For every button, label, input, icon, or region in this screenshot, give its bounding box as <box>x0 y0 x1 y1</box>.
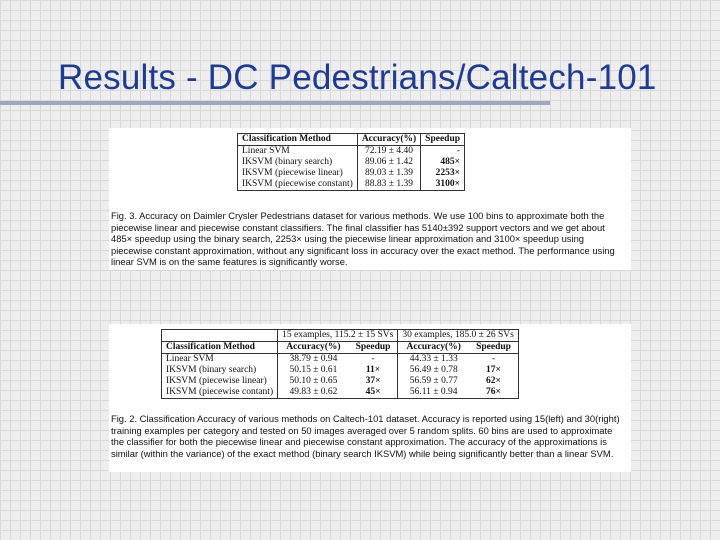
header-method: Classification Method <box>166 342 255 352</box>
header-speedup-15: Speedup <box>355 342 391 352</box>
group-header-30: 30 examples, 185.0 ± 26 SVs <box>398 330 519 342</box>
cell-speedup-30: 62× <box>486 376 501 386</box>
cell-accuracy-30: 44.33 ± 1.33 <box>398 354 469 366</box>
cell-speedup-15: 37× <box>365 376 381 386</box>
header-speedup: Speedup <box>421 134 465 146</box>
cell-speedup-30: - <box>491 354 496 364</box>
cell-accuracy-15: 38.79 ± 0.94 <box>278 354 349 366</box>
cell-method: IKSVM (piecewise linear) <box>242 168 343 178</box>
cell-accuracy-15: 50.10 ± 0.65 <box>278 376 349 387</box>
table-row <box>238 168 465 179</box>
cell-speedup: - <box>421 146 465 158</box>
cell-method: IKSVM (binary search) <box>166 365 257 375</box>
cell-speedup: 2253× <box>421 168 465 179</box>
cell-speedup-15: - <box>371 354 375 364</box>
cell-speedup-15: 11× <box>365 365 381 375</box>
header-empty <box>162 330 278 342</box>
cell-speedup-30: 76× <box>486 387 501 397</box>
figure-caption-caltech: Fig. 2. Classification Accuracy of various methods on Caltech-101 dataset. Accuracy is reported using 15(left) and 30(right) training examples per category and tested on 50 images averaged over 5 random splits. 60 bins are used to approximate the classifier for both the piecewise linear and piecewise constant approximation. The accuracy of the approximations is similar (within the variance) of the exact method (binary search IKSVM) while being significantly better than a linear SVM. <box>111 413 620 459</box>
slide-title: Results - DC Pedestrians/Caltech-101 <box>58 58 657 97</box>
caltech-results-table <box>161 329 519 399</box>
figure-caltech <box>109 324 631 472</box>
table-header-row <box>162 342 519 354</box>
pedestrians-results-table <box>237 133 465 191</box>
header-accuracy: Accuracy(%) <box>357 134 420 146</box>
cell-method: IKSVM (piecewise linear) <box>166 376 267 386</box>
cell-accuracy: 89.03 ± 1.39 <box>357 168 420 179</box>
table-group-header-row <box>162 330 519 342</box>
table-row <box>162 376 519 387</box>
cell-accuracy: 89.06 ± 1.42 <box>357 157 420 168</box>
table-row <box>238 179 465 191</box>
cell-accuracy: 88.83 ± 1.39 <box>357 179 420 191</box>
cell-speedup: 485× <box>421 157 465 168</box>
title-underline <box>0 101 550 105</box>
table-row <box>162 354 519 366</box>
cell-accuracy: 72.19 ± 4.40 <box>357 146 420 158</box>
table-row <box>162 365 519 376</box>
cell-accuracy-15: 49.83 ± 0.62 <box>278 387 349 399</box>
cell-accuracy-30: 56.59 ± 0.77 <box>398 376 469 387</box>
table-row <box>162 387 519 399</box>
cell-accuracy-30: 56.49 ± 0.78 <box>398 365 469 376</box>
group-header-15: 15 examples, 115.2 ± 15 SVs <box>278 330 398 342</box>
header-speedup-30: Speedup <box>476 342 511 352</box>
figure-caption-pedestrians: Fig. 3. Accuracy on Daimler Crysler Pedestrians dataset for various methods. We use 100 bins to approximate both the piecewise linear and piecewise constant classifiers. The final classifier has 5140±392 support vectors and we get about 485× speedup using the binary search, 2253× using the piecewise linear approximation and 3100× speedup using piecewise constant approximation, without any significant loss in accuracy over the exact method. The performance using linear SVM is on the same features is significantly worse. <box>111 210 615 268</box>
cell-method: IKSVM (piecewise constant) <box>242 179 353 189</box>
cell-method: IKSVM (binary search) <box>242 157 333 167</box>
figure-pedestrians <box>109 128 631 270</box>
table-row <box>238 146 465 158</box>
table-row <box>238 157 465 168</box>
cell-speedup-15: 45× <box>365 387 381 397</box>
header-accuracy-30: Accuracy(%) <box>398 342 469 354</box>
cell-accuracy-30: 56.11 ± 0.94 <box>398 387 469 399</box>
header-method: Classification Method <box>242 134 331 144</box>
table-header-row <box>238 134 465 146</box>
cell-method: Linear SVM <box>242 146 290 156</box>
cell-method: Linear SVM <box>166 354 214 364</box>
cell-speedup-30: 17× <box>486 365 501 375</box>
header-accuracy-15: Accuracy(%) <box>278 342 349 354</box>
cell-accuracy-15: 50.15 ± 0.61 <box>278 365 349 376</box>
cell-speedup: 3100× <box>421 179 465 191</box>
cell-method: IKSVM (piecewise contant) <box>166 387 274 397</box>
